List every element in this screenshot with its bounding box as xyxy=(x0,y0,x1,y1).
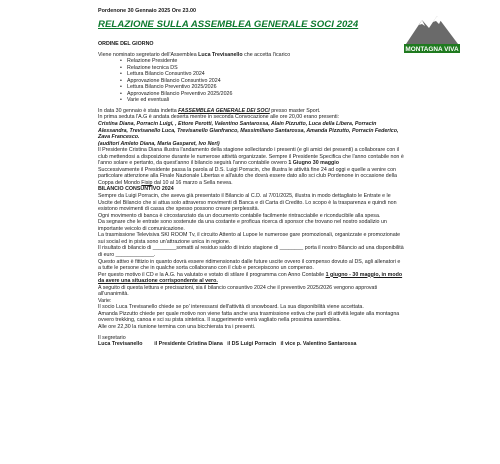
agenda-intro: Viene nominato segretario dell'Assemblea Luca Trevisanello che accetta l'icarico xyxy=(98,51,291,58)
budget-paragraph: Da segnare che le entrate sono sostenute da una costante e proficua ricerca di sponsor che trovano nel nostro sodalizio un importante veicolo di comunicazione. xyxy=(98,219,387,232)
agenda-item: • Approvazione Bilancio Preventivo 2025/2026 xyxy=(123,91,398,98)
agenda-item: • Lettura Bilancio Consuntivo 2024 xyxy=(123,71,398,78)
montagna-viva-logo xyxy=(402,10,462,54)
attendance-paragraph: In prima seduta l'A.G è andata deserta mentre in seconda Convocazione alle ore 20,00 erano presenti: xyxy=(98,114,339,121)
signature-ds: il DS Luigi Porracin xyxy=(227,341,277,348)
agenda-item: • Relazione tecnica DS xyxy=(123,65,398,72)
signature-secretary: Luca Trevisanello xyxy=(98,341,143,348)
budget-paragraph: La trasmissione Televisiva SKI ROOM Tv, il circuito Attento al Lupoe le numerose gare promozionali, organizzate e promozionate sui social ed in pista sono un'attrazione unica in regione. xyxy=(98,232,401,245)
signature-heading: Il segretario xyxy=(98,334,126,341)
varie-paragraph: Amanda Pizzutto chiede per quale motivo non viene fatta anche una trasmissione estiva che parli di attività legate alla montagna ovvero trekking, canoa e sci su pista sintetica. Il suggerimento verrà vagliato nella prossima assemblea. xyxy=(98,310,400,324)
signature-vice: il vice p. Valentino Santarossa xyxy=(280,341,357,348)
budget-paragraph: Il risultato di bilancio di ________somatti al residuo saldo di inizio stagione di ________ porta il nostro Bilancio ad una disponibilità di euro _____________. xyxy=(98,245,404,258)
agenda-item: • Relazione Presidente xyxy=(123,58,398,65)
closing-paragraph: Alle ore 22,30 la riunione termina con una bicchierata tra i presenti. xyxy=(98,323,256,330)
agenda-item: • Varie ed eventuali xyxy=(123,97,398,104)
agenda-item: • Lettura Bilancio Preventivo 2025/2026 xyxy=(123,84,398,91)
budget-paragraph: Questo attivo è fittizio in quanto dovrà essere ridimensionato dalle future uscite ovvero il compenso dovuto al DS, agli allenatori e a tutte le persone che in qualche sorta collaborano con il club e percepiscono un compenso. xyxy=(98,258,401,272)
meeting-date-paragraph: In data 30 gennaio è stata indetta FASSEMBLEA GENERALE DEI SOCI presso master Sport. xyxy=(98,107,321,114)
ds-paragraph: Successivamente il Presidente passa la parola al D.S. Luigi Porracin, che illustra le attività fine 24 ad oggi e quelle a venire con particolare attenzione alla Finale Nazionale Libertas e all'aiuto che dovrà essere dato allo sci club Pordenone in occasione della Coppa del Mondo Fisip dal 10 al 16 marzo a Sella nevea. xyxy=(98,166,397,186)
document-body xyxy=(98,41,404,348)
agenda-list xyxy=(98,58,398,104)
varie-heading: Varie: xyxy=(98,297,112,304)
logo-text: MONTAGNA VIVA xyxy=(405,46,459,53)
budget-paragraph: Ogni movimento di banca è circostanziato da un documento contabile facilmente rintracciabile e riconducibile alla spesa. xyxy=(98,212,381,219)
president-paragraph: Il Presidente Cristina Diana illustra l'andamento della stagione sollecitando i presenti (e gli amici dei presenti) a collaborare con il club mettendosi a disposizione durante le numerose attività organizzate. Sempre il Presidente Specifica che l'anno contabile non è l'anno solare e pertanto, da quest'anno il bilancio seguirà l'anno contabile ovvero 1 Giugno 30 maggio xyxy=(98,147,404,167)
approval-paragraph: Per questo motivo il CD e la A.G. ha valutato e votato di stilare il programma con Anno Contabile 1 giugno - 30 maggio, in modo da avere una situazione corrispondente al vero. xyxy=(98,271,403,285)
agenda-item: • Approvazione Bilancio Consuntivo 2024 xyxy=(123,78,398,85)
signature-row xyxy=(98,341,398,348)
budget-heading: BILANCIO CONSUNTIVO 2024 xyxy=(98,186,174,193)
signature-president: il Presidente Cristina Diana xyxy=(154,341,223,348)
date-line: Pordenone 30 Gennaio 2025 Ore 23.00 xyxy=(98,8,196,14)
agenda-heading: ORDINE DEL GIORNO xyxy=(98,41,154,47)
attendees-list: Cristina Diana, Porracin Luigi, , Ettore Perotti, Valentino Santarossa, Alain Pizzutto, Luca della Libera, Porracin Alessandra, Trevisanello Luca, Trevisanello Gianfranco, Massimiliano Santarossa, Amanda Pizzutto, Porracin Federico, Zava Francesco. xyxy=(98,121,399,141)
varie-paragraph: Il socio Luca Trevisanello chiede se po' interessarsi dell'attività di snowboard. La sua disponibilità viene accettata. xyxy=(98,304,364,311)
absent-list: (auditori Amleto Diana, Maria Gasparet, Ivo Neri) xyxy=(98,140,220,147)
budget-paragraph: Sempre da Luigi Porracin, che aveva già presentato il Bilancio al C.D. al 7/01/2025, illustra in modo dettagliato le Entrate e le Uscite del Bilancio che si attua solo attraverso movimenti di Banca e di Carta di Credito. Lo scopo è la trasparenza e quindi non esistono movimenti di cassa che spesso possono creare perplessità. xyxy=(98,193,397,213)
document-title: RELAZIONE SULLA ASSEMBLEA GENERALE SOCI 2024 xyxy=(98,19,359,30)
approval-result-paragraph: A seguito di questa lettura e precisazioni, sia il bilancio consuntivo 2024 che il preventivo 2025/2026 vengono approvati all'unanimità. xyxy=(98,284,378,298)
